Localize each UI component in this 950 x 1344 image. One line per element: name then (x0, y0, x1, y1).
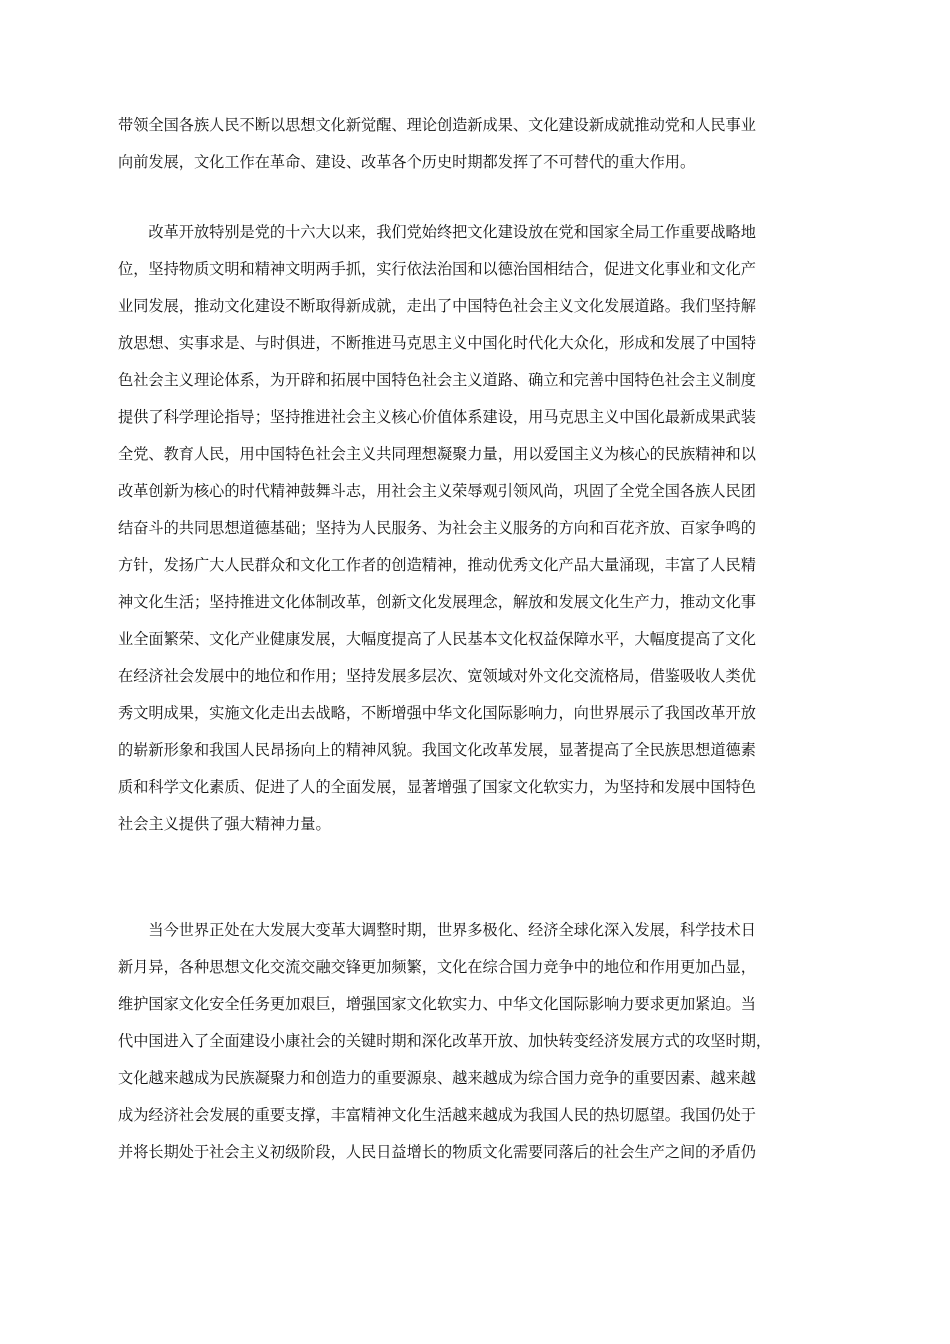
text-line: 当今世界正处在大发展大变革大调整时期，世界多极化、经济全球化深入发展，科学技术日 (118, 921, 756, 939)
text-line: 维护国家文化安全任务更加艰巨，增强国家文化软实力、中华文化国际影响力要求更加紧迫。当 (118, 995, 756, 1013)
text-line: 在经济社会发展中的地位和作用；坚持发展多层次、宽领域对外文化交流格局，借鉴吸收人类优 (118, 667, 756, 685)
text-line: 代中国进入了全面建设小康社会的关键时期和深化改革开放、加快转变经济发展方式的攻坚时期， (118, 1032, 772, 1050)
text-line: 结奋斗的共同思想道德基础；坚持为人民服务、为社会主义服务的方向和百花齐放、百家争鸣的 (118, 519, 756, 537)
paragraph-3 (118, 912, 832, 1171)
text-line: 神文化生活；坚持推进文化体制改革，创新文化发展理念，解放和发展文化生产力，推动文化事 (118, 593, 756, 611)
paragraph-1 (118, 107, 832, 181)
text-line: 方针，发扬广大人民群众和文化工作者的创造精神，推动优秀文化产品大量涌现，丰富了人民精 (118, 556, 756, 574)
text-line: 位，坚持物质文明和精神文明两手抓，实行依法治国和以德治国相结合，促进文化事业和文化产 (118, 260, 756, 278)
text-line: 秀文明成果，实施文化走出去战略，不断增强中华文化国际影响力，向世界展示了我国改革开放 (118, 704, 756, 722)
text-line: 文化越来越成为民族凝聚力和创造力的重要源泉、越来越成为综合国力竞争的重要因素、越来越 (118, 1069, 756, 1087)
text-line: 色社会主义理论体系，为开辟和拓展中国特色社会主义道路、确立和完善中国特色社会主义制度 (118, 371, 756, 389)
text-line: 提供了科学理论指导；坚持推进社会主义核心价值体系建设，用马克思主义中国化最新成果武装 (118, 408, 756, 426)
text-line: 业全面繁荣、文化产业健康发展，大幅度提高了人民基本文化权益保障水平，大幅度提高了文化 (118, 630, 756, 648)
text-line: 业同发展，推动文化建设不断取得新成就，走出了中国特色社会主义文化发展道路。我们坚持解 (118, 297, 756, 315)
text-line: 带领全国各族人民不断以思想文化新觉醒、理论创造新成果、文化建设新成就推动党和人民事业 (118, 116, 756, 134)
text-line: 并将长期处于社会主义初级阶段，人民日益增长的物质文化需要同落后的社会生产之间的矛盾仍 (118, 1143, 756, 1161)
text-line: 放思想、实事求是、与时俱进，不断推进马克思主义中国化时代化大众化，形成和发展了中国特 (118, 334, 756, 352)
text-line: 全党、教育人民，用中国特色社会主义共同理想凝聚力量，用以爱国主义为核心的民族精神和以 (118, 445, 756, 463)
text-line: 新月异，各种思想文化交流交融交锋更加频繁，文化在综合国力竞争中的地位和作用更加凸显， (118, 958, 756, 976)
paragraph-2 (118, 214, 832, 843)
text-line: 改革开放特别是党的十六大以来，我们党始终把文化建设放在党和国家全局工作重要战略地 (118, 223, 756, 241)
text-line: 向前发展，文化工作在革命、建设、改革各个历史时期都发挥了不可替代的重大作用。 (118, 153, 696, 171)
text-line: 的崭新形象和我国人民昂扬向上的精神风貌。我国文化改革发展，显著提高了全民族思想道德素 (118, 741, 756, 759)
text-line: 成为经济社会发展的重要支撑，丰富精神文化生活越来越成为我国人民的热切愿望。我国仍处于 (118, 1106, 756, 1124)
text-line: 质和科学文化素质、促进了人的全面发展，显著增强了国家文化软实力，为坚持和发展中国特色 (118, 778, 756, 796)
text-line: 改革创新为核心的时代精神鼓舞斗志，用社会主义荣辱观引领风尚，巩固了全党全国各族人民团 (118, 482, 756, 500)
text-line: 社会主义提供了强大精神力量。 (118, 815, 331, 833)
